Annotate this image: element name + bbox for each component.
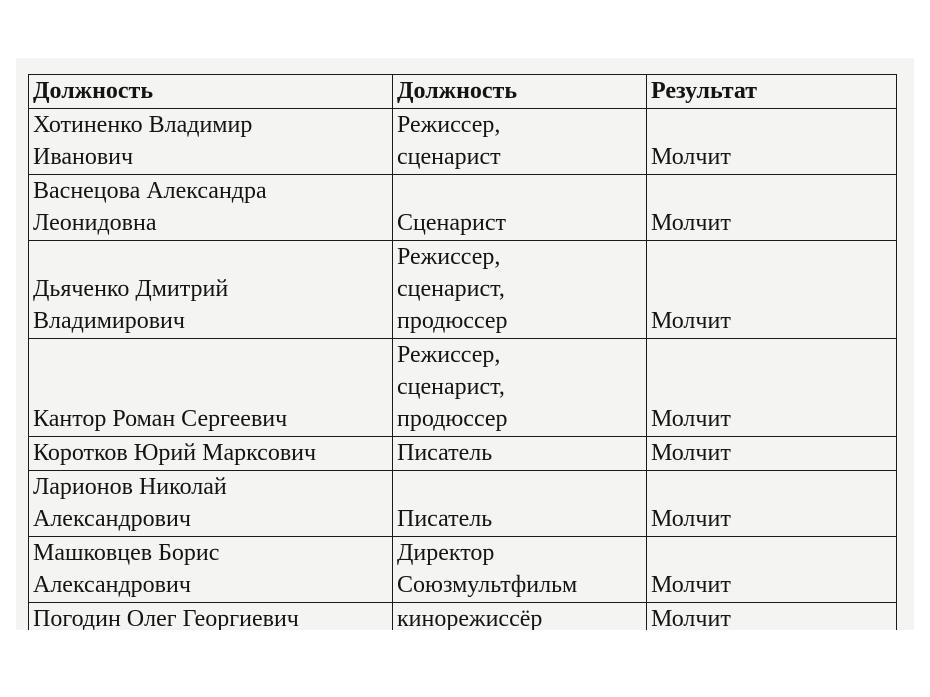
position-cell: Режиссер, сценарист, продюссер bbox=[393, 339, 647, 437]
table-row bbox=[29, 175, 897, 241]
table-row bbox=[29, 471, 897, 537]
position-cell: Режиссер, сценарист, продюссер bbox=[393, 241, 647, 339]
table-row bbox=[29, 339, 897, 437]
name-cell: Коротков Юрий Марксович bbox=[29, 437, 393, 471]
column-header-2: Должность bbox=[393, 75, 647, 109]
position-cell: кинорежиссёр bbox=[393, 603, 647, 631]
name-cell: Машковцев Борис Александрович bbox=[29, 537, 393, 603]
column-header-3: Результат bbox=[647, 75, 897, 109]
position-cell: Писатель bbox=[393, 437, 647, 471]
position-cell: Сценарист bbox=[393, 175, 647, 241]
results-table bbox=[28, 74, 897, 630]
table-header-row bbox=[29, 75, 897, 109]
name-cell: Дьяченко Дмитрий Владимирович bbox=[29, 241, 393, 339]
table-row bbox=[29, 537, 897, 603]
name-cell: Васнецова Александра Леонидовна bbox=[29, 175, 393, 241]
column-header-1: Должность bbox=[29, 75, 393, 109]
table-row bbox=[29, 109, 897, 175]
name-cell: Погодин Олег Георгиевич bbox=[29, 603, 393, 631]
result-cell: Молчит bbox=[647, 175, 897, 241]
result-cell: Молчит bbox=[647, 339, 897, 437]
table-row bbox=[29, 603, 897, 631]
result-cell: Молчит bbox=[647, 603, 897, 631]
result-cell: Молчит bbox=[647, 109, 897, 175]
document-page bbox=[16, 58, 914, 630]
position-cell: Режиссер, сценарист bbox=[393, 109, 647, 175]
result-cell: Молчит bbox=[647, 241, 897, 339]
table-row bbox=[29, 437, 897, 471]
table-row bbox=[29, 241, 897, 339]
name-cell: Ларионов Николай Александрович bbox=[29, 471, 393, 537]
position-cell: Директор Союзмультфильм bbox=[393, 537, 647, 603]
name-cell: Хотиненко Владимир Иванович bbox=[29, 109, 393, 175]
name-cell: Кантор Роман Сергеевич bbox=[29, 339, 393, 437]
result-cell: Молчит bbox=[647, 471, 897, 537]
position-cell: Писатель bbox=[393, 471, 647, 537]
result-cell: Молчит bbox=[647, 437, 897, 471]
result-cell: Молчит bbox=[647, 537, 897, 603]
